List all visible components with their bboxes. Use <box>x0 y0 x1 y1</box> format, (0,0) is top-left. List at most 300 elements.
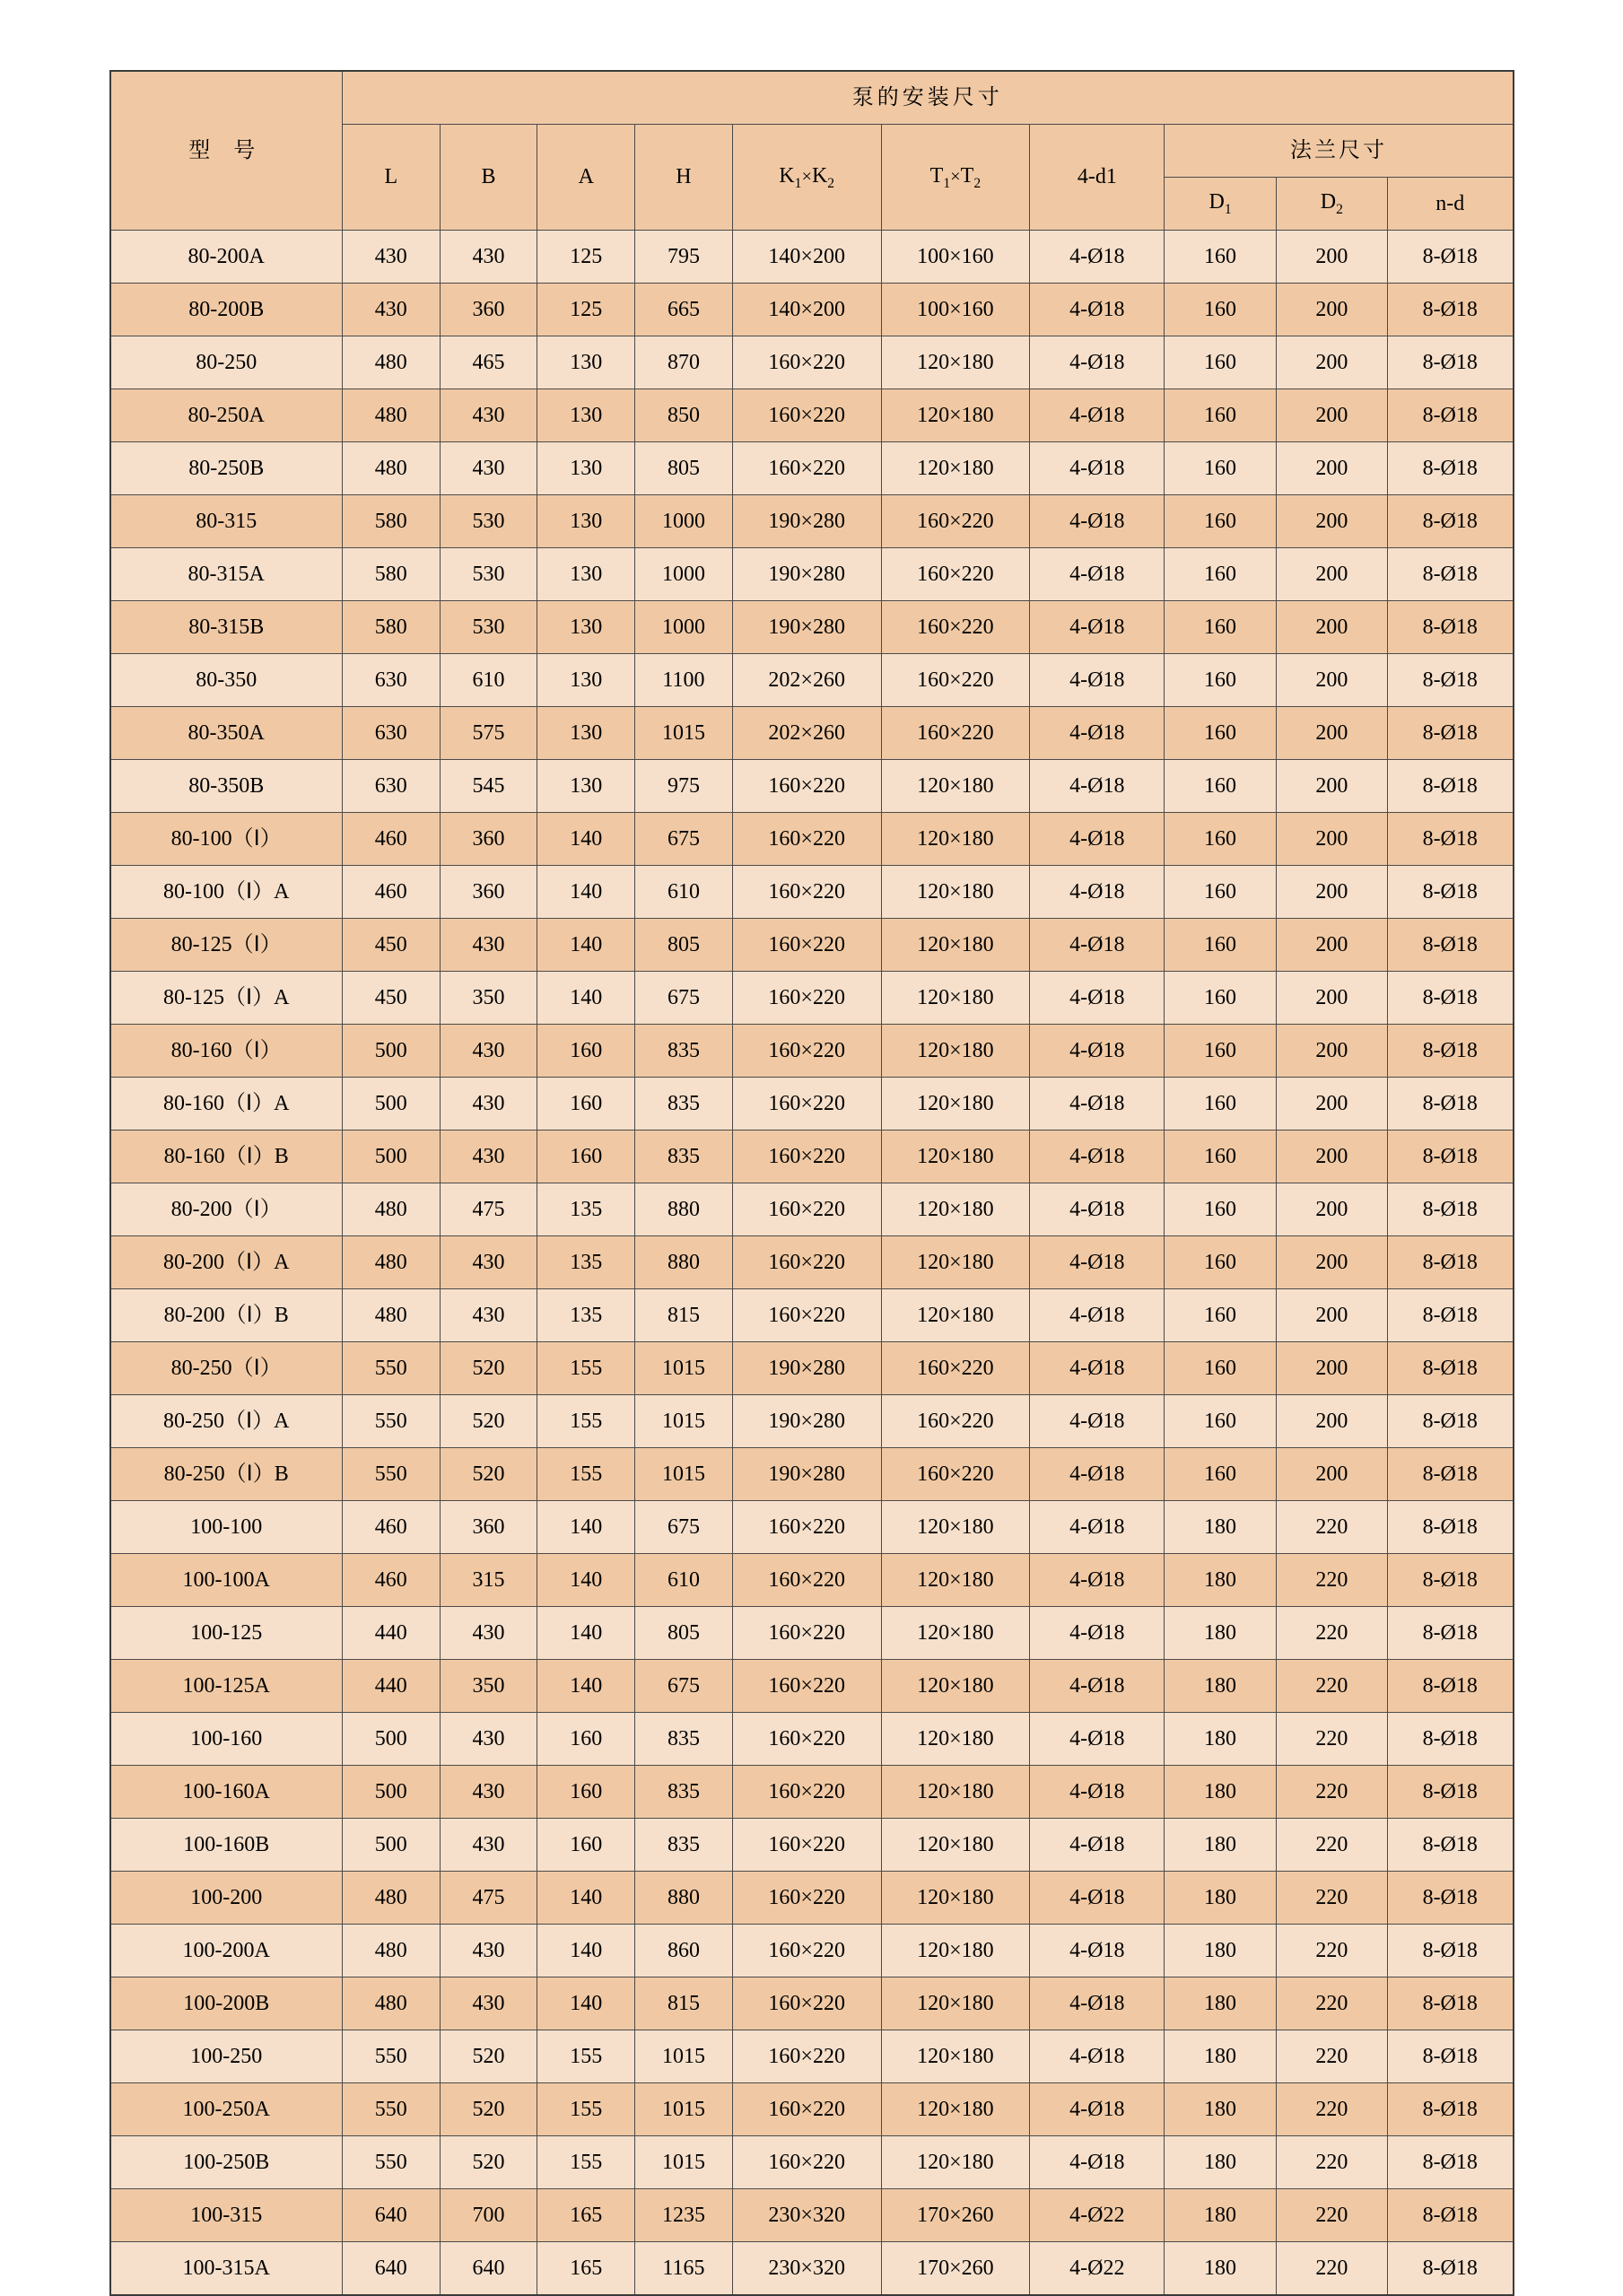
cell-4d1: 4-Ø18 <box>1030 2083 1165 2136</box>
cell-l: 480 <box>342 1236 440 1289</box>
cell-t1t2: 120×180 <box>881 972 1030 1025</box>
cell-l: 480 <box>342 1977 440 2030</box>
cell-nd: 8-Ø18 <box>1387 1713 1513 1766</box>
table-row <box>110 1183 1514 1236</box>
cell-k1k2: 160×220 <box>732 2083 881 2136</box>
cell-model: 80-315B <box>110 601 343 654</box>
cell-b: 430 <box>440 1713 537 1766</box>
cell-4d1: 4-Ø18 <box>1030 1660 1165 1713</box>
cell-4d1: 4-Ø18 <box>1030 548 1165 601</box>
cell-h: 805 <box>635 1607 733 1660</box>
cell-b: 465 <box>440 336 537 389</box>
cell-t1t2: 120×180 <box>881 1131 1030 1183</box>
cell-4d1: 4-Ø18 <box>1030 919 1165 972</box>
cell-a: 130 <box>537 601 635 654</box>
table-row <box>110 1660 1514 1713</box>
cell-a: 130 <box>537 548 635 601</box>
cell-nd: 8-Ø18 <box>1387 919 1513 972</box>
cell-h: 675 <box>635 1501 733 1554</box>
cell-b: 430 <box>440 1977 537 2030</box>
cell-b: 430 <box>440 1766 537 1819</box>
cell-l: 440 <box>342 1660 440 1713</box>
cell-d1: 160 <box>1165 1395 1276 1448</box>
cell-d2: 200 <box>1276 1078 1387 1131</box>
table-row <box>110 389 1514 442</box>
cell-4d1: 4-Ø18 <box>1030 1025 1165 1078</box>
cell-a: 155 <box>537 2136 635 2189</box>
cell-model: 80-200B <box>110 284 343 336</box>
cell-d1: 160 <box>1165 1131 1276 1183</box>
cell-d1: 160 <box>1165 389 1276 442</box>
cell-nd: 8-Ø18 <box>1387 2189 1513 2242</box>
cell-b: 545 <box>440 760 537 813</box>
cell-4d1: 4-Ø18 <box>1030 2030 1165 2083</box>
cell-d2: 200 <box>1276 654 1387 707</box>
cell-l: 480 <box>342 1289 440 1342</box>
cell-a: 130 <box>537 389 635 442</box>
cell-d1: 180 <box>1165 1501 1276 1554</box>
cell-d1: 160 <box>1165 1448 1276 1501</box>
cell-model: 80-100（Ⅰ）A <box>110 866 343 919</box>
cell-h: 1015 <box>635 1342 733 1395</box>
cell-l: 460 <box>342 1554 440 1607</box>
cell-4d1: 4-Ø18 <box>1030 284 1165 336</box>
cell-nd: 8-Ø18 <box>1387 1289 1513 1342</box>
column-header-a: A <box>537 125 635 231</box>
cell-4d1: 4-Ø18 <box>1030 1713 1165 1766</box>
cell-nd: 8-Ø18 <box>1387 2136 1513 2189</box>
column-header-nd: n-d <box>1387 178 1513 231</box>
cell-k1k2: 160×220 <box>732 1501 881 1554</box>
cell-a: 165 <box>537 2189 635 2242</box>
cell-nd: 8-Ø18 <box>1387 1501 1513 1554</box>
cell-d1: 180 <box>1165 1872 1276 1925</box>
cell-model: 100-315 <box>110 2189 343 2242</box>
table-row <box>110 1977 1514 2030</box>
cell-d2: 220 <box>1276 2030 1387 2083</box>
cell-a: 135 <box>537 1236 635 1289</box>
cell-k1k2: 190×280 <box>732 1342 881 1395</box>
cell-d2: 200 <box>1276 389 1387 442</box>
cell-model: 100-125 <box>110 1607 343 1660</box>
cell-nd: 8-Ø18 <box>1387 1183 1513 1236</box>
table-row <box>110 1289 1514 1342</box>
cell-d2: 200 <box>1276 1342 1387 1395</box>
cell-t1t2: 170×260 <box>881 2189 1030 2242</box>
cell-nd: 8-Ø18 <box>1387 442 1513 495</box>
cell-l: 480 <box>342 336 440 389</box>
cell-b: 430 <box>440 1289 537 1342</box>
table-row <box>110 442 1514 495</box>
cell-model: 100-100 <box>110 1501 343 1554</box>
cell-k1k2: 160×220 <box>732 1660 881 1713</box>
cell-model: 100-250B <box>110 2136 343 2189</box>
cell-4d1: 4-Ø18 <box>1030 442 1165 495</box>
cell-a: 155 <box>537 2030 635 2083</box>
cell-l: 440 <box>342 1607 440 1660</box>
table-row <box>110 2242 1514 2296</box>
column-header-4d1: 4-d1 <box>1030 125 1165 231</box>
cell-model: 80-350A <box>110 707 343 760</box>
table-row <box>110 760 1514 813</box>
cell-a: 160 <box>537 1131 635 1183</box>
cell-b: 430 <box>440 1819 537 1872</box>
cell-d2: 200 <box>1276 1131 1387 1183</box>
cell-h: 835 <box>635 1078 733 1131</box>
cell-4d1: 4-Ø18 <box>1030 1131 1165 1183</box>
cell-l: 550 <box>342 1342 440 1395</box>
column-header-d2: $D_2$ <box>1276 178 1387 231</box>
cell-b: 530 <box>440 495 537 548</box>
cell-nd: 8-Ø18 <box>1387 336 1513 389</box>
cell-k1k2: 160×220 <box>732 1819 881 1872</box>
cell-l: 480 <box>342 1872 440 1925</box>
cell-4d1: 4-Ø18 <box>1030 1607 1165 1660</box>
table-row <box>110 1395 1514 1448</box>
cell-t1t2: 120×180 <box>881 1713 1030 1766</box>
cell-nd: 8-Ø18 <box>1387 707 1513 760</box>
cell-l: 450 <box>342 972 440 1025</box>
cell-d2: 200 <box>1276 336 1387 389</box>
cell-d1: 160 <box>1165 707 1276 760</box>
cell-model: 80-125（Ⅰ） <box>110 919 343 972</box>
cell-l: 430 <box>342 284 440 336</box>
cell-l: 550 <box>342 2083 440 2136</box>
cell-d2: 200 <box>1276 707 1387 760</box>
cell-t1t2: 120×180 <box>881 442 1030 495</box>
cell-t1t2: 120×180 <box>881 1236 1030 1289</box>
cell-a: 125 <box>537 231 635 284</box>
cell-nd: 8-Ø18 <box>1387 284 1513 336</box>
cell-t1t2: 120×180 <box>881 813 1030 866</box>
cell-d2: 200 <box>1276 231 1387 284</box>
cell-h: 815 <box>635 1289 733 1342</box>
cell-t1t2: 120×180 <box>881 1289 1030 1342</box>
column-header-b: B <box>440 125 537 231</box>
cell-a: 140 <box>537 1977 635 2030</box>
cell-d2: 200 <box>1276 1236 1387 1289</box>
cell-l: 500 <box>342 1131 440 1183</box>
cell-d2: 200 <box>1276 1448 1387 1501</box>
cell-h: 805 <box>635 919 733 972</box>
cell-l: 500 <box>342 1713 440 1766</box>
cell-k1k2: 190×280 <box>732 548 881 601</box>
cell-b: 430 <box>440 1025 537 1078</box>
cell-4d1: 4-Ø18 <box>1030 707 1165 760</box>
cell-l: 580 <box>342 548 440 601</box>
cell-t1t2: 120×180 <box>881 1925 1030 1977</box>
cell-d1: 160 <box>1165 284 1276 336</box>
cell-k1k2: 160×220 <box>732 1872 881 1925</box>
cell-d1: 160 <box>1165 1025 1276 1078</box>
cell-t1t2: 100×160 <box>881 231 1030 284</box>
cell-b: 430 <box>440 1236 537 1289</box>
cell-t1t2: 120×180 <box>881 1660 1030 1713</box>
cell-h: 880 <box>635 1183 733 1236</box>
cell-t1t2: 120×180 <box>881 2083 1030 2136</box>
cell-k1k2: 140×200 <box>732 284 881 336</box>
cell-k1k2: 202×260 <box>732 654 881 707</box>
table-row <box>110 1501 1514 1554</box>
cell-t1t2: 120×180 <box>881 1819 1030 1872</box>
cell-b: 520 <box>440 1395 537 1448</box>
cell-4d1: 4-Ø18 <box>1030 972 1165 1025</box>
cell-4d1: 4-Ø18 <box>1030 336 1165 389</box>
column-header-model: 型 号 <box>110 71 343 231</box>
cell-model: 80-200（Ⅰ）B <box>110 1289 343 1342</box>
cell-4d1: 4-Ø18 <box>1030 1501 1165 1554</box>
cell-l: 480 <box>342 442 440 495</box>
cell-4d1: 4-Ø18 <box>1030 866 1165 919</box>
cell-d1: 180 <box>1165 2189 1276 2242</box>
cell-nd: 8-Ø18 <box>1387 1448 1513 1501</box>
cell-b: 575 <box>440 707 537 760</box>
cell-a: 140 <box>537 813 635 866</box>
cell-h: 1235 <box>635 2189 733 2242</box>
cell-h: 880 <box>635 1236 733 1289</box>
cell-t1t2: 120×180 <box>881 2030 1030 2083</box>
cell-a: 140 <box>537 1872 635 1925</box>
header-row-title <box>110 71 1514 125</box>
cell-d2: 200 <box>1276 760 1387 813</box>
cell-model: 100-200B <box>110 1977 343 2030</box>
cell-a: 140 <box>537 1660 635 1713</box>
cell-d1: 160 <box>1165 442 1276 495</box>
column-header-d1: $D_1$ <box>1165 178 1276 231</box>
cell-t1t2: 160×220 <box>881 1342 1030 1395</box>
cell-k1k2: 160×220 <box>732 1131 881 1183</box>
cell-4d1: 4-Ø18 <box>1030 760 1165 813</box>
cell-k1k2: 230×320 <box>732 2189 881 2242</box>
cell-l: 460 <box>342 813 440 866</box>
cell-l: 450 <box>342 919 440 972</box>
cell-d1: 160 <box>1165 654 1276 707</box>
cell-t1t2: 160×220 <box>881 495 1030 548</box>
cell-4d1: 4-Ø18 <box>1030 1819 1165 1872</box>
cell-t1t2: 160×220 <box>881 654 1030 707</box>
cell-d2: 200 <box>1276 972 1387 1025</box>
cell-model: 80-250 <box>110 336 343 389</box>
cell-d2: 200 <box>1276 1289 1387 1342</box>
cell-k1k2: 160×220 <box>732 2136 881 2189</box>
cell-h: 1165 <box>635 2242 733 2296</box>
cell-a: 155 <box>537 1342 635 1395</box>
cell-nd: 8-Ø18 <box>1387 1395 1513 1448</box>
cell-h: 1000 <box>635 601 733 654</box>
cell-k1k2: 230×320 <box>732 2242 881 2296</box>
cell-d2: 220 <box>1276 2136 1387 2189</box>
cell-d2: 220 <box>1276 1713 1387 1766</box>
cell-b: 360 <box>440 1501 537 1554</box>
cell-l: 550 <box>342 1448 440 1501</box>
cell-model: 80-160（Ⅰ） <box>110 1025 343 1078</box>
table-row <box>110 231 1514 284</box>
cell-4d1: 4-Ø18 <box>1030 1554 1165 1607</box>
cell-nd: 8-Ø18 <box>1387 1131 1513 1183</box>
cell-nd: 8-Ø18 <box>1387 1819 1513 1872</box>
cell-nd: 8-Ø18 <box>1387 548 1513 601</box>
cell-t1t2: 160×220 <box>881 707 1030 760</box>
cell-d2: 220 <box>1276 1554 1387 1607</box>
cell-h: 610 <box>635 1554 733 1607</box>
cell-t1t2: 120×180 <box>881 1025 1030 1078</box>
cell-a: 140 <box>537 1554 635 1607</box>
cell-4d1: 4-Ø18 <box>1030 495 1165 548</box>
cell-a: 160 <box>537 1766 635 1819</box>
cell-nd: 8-Ø18 <box>1387 1236 1513 1289</box>
cell-d2: 220 <box>1276 1660 1387 1713</box>
cell-model: 80-350 <box>110 654 343 707</box>
cell-k1k2: 160×220 <box>732 1554 881 1607</box>
cell-a: 155 <box>537 1448 635 1501</box>
cell-b: 520 <box>440 2136 537 2189</box>
cell-4d1: 4-Ø18 <box>1030 1078 1165 1131</box>
cell-d2: 220 <box>1276 2242 1387 2296</box>
cell-d1: 180 <box>1165 1554 1276 1607</box>
cell-a: 155 <box>537 2083 635 2136</box>
cell-nd: 8-Ø18 <box>1387 2083 1513 2136</box>
cell-k1k2: 160×220 <box>732 1289 881 1342</box>
cell-4d1: 4-Ø18 <box>1030 654 1165 707</box>
table-row <box>110 1819 1514 1872</box>
column-header-h: H <box>635 125 733 231</box>
cell-t1t2: 160×220 <box>881 1448 1030 1501</box>
cell-nd: 8-Ø18 <box>1387 1607 1513 1660</box>
cell-4d1: 4-Ø22 <box>1030 2242 1165 2296</box>
cell-b: 430 <box>440 389 537 442</box>
cell-nd: 8-Ø18 <box>1387 495 1513 548</box>
cell-nd: 8-Ø18 <box>1387 1078 1513 1131</box>
table-row <box>110 1342 1514 1395</box>
table-row <box>110 2136 1514 2189</box>
cell-l: 630 <box>342 707 440 760</box>
table-row <box>110 972 1514 1025</box>
cell-t1t2: 170×260 <box>881 2242 1030 2296</box>
table-row <box>110 866 1514 919</box>
cell-k1k2: 160×220 <box>732 1183 881 1236</box>
cell-d2: 220 <box>1276 1977 1387 2030</box>
cell-k1k2: 160×220 <box>732 389 881 442</box>
cell-model: 80-350B <box>110 760 343 813</box>
cell-a: 160 <box>537 1078 635 1131</box>
cell-k1k2: 190×280 <box>732 1395 881 1448</box>
cell-b: 610 <box>440 654 537 707</box>
cell-4d1: 4-Ø18 <box>1030 1977 1165 2030</box>
cell-h: 835 <box>635 1766 733 1819</box>
cell-d1: 180 <box>1165 1607 1276 1660</box>
cell-d1: 160 <box>1165 1289 1276 1342</box>
cell-h: 835 <box>635 1131 733 1183</box>
cell-l: 430 <box>342 231 440 284</box>
cell-l: 500 <box>342 1819 440 1872</box>
cell-model: 80-125（Ⅰ）A <box>110 972 343 1025</box>
cell-d1: 160 <box>1165 1183 1276 1236</box>
cell-4d1: 4-Ø18 <box>1030 231 1165 284</box>
cell-t1t2: 120×180 <box>881 1501 1030 1554</box>
cell-4d1: 4-Ø18 <box>1030 1766 1165 1819</box>
cell-k1k2: 160×220 <box>732 760 881 813</box>
cell-nd: 8-Ø18 <box>1387 1925 1513 1977</box>
cell-a: 140 <box>537 866 635 919</box>
cell-h: 1015 <box>635 2136 733 2189</box>
cell-d2: 200 <box>1276 495 1387 548</box>
cell-b: 360 <box>440 284 537 336</box>
cell-model: 80-200A <box>110 231 343 284</box>
cell-4d1: 4-Ø22 <box>1030 2189 1165 2242</box>
cell-d2: 200 <box>1276 284 1387 336</box>
cell-model: 80-250（Ⅰ）A <box>110 1395 343 1448</box>
cell-d1: 160 <box>1165 336 1276 389</box>
column-header-t1t2: $T_1\times T_2$ <box>881 125 1030 231</box>
table-row <box>110 1554 1514 1607</box>
cell-b: 315 <box>440 1554 537 1607</box>
cell-b: 430 <box>440 442 537 495</box>
cell-h: 1015 <box>635 1395 733 1448</box>
cell-model: 80-160（Ⅰ）A <box>110 1078 343 1131</box>
cell-d2: 200 <box>1276 601 1387 654</box>
cell-k1k2: 160×220 <box>732 1766 881 1819</box>
cell-d1: 160 <box>1165 760 1276 813</box>
cell-nd: 8-Ø18 <box>1387 1342 1513 1395</box>
table-row <box>110 2189 1514 2242</box>
table-row <box>110 1766 1514 1819</box>
cell-nd: 8-Ø18 <box>1387 1977 1513 2030</box>
cell-l: 550 <box>342 2030 440 2083</box>
cell-t1t2: 120×180 <box>881 336 1030 389</box>
cell-4d1: 4-Ø18 <box>1030 2136 1165 2189</box>
cell-d1: 180 <box>1165 2136 1276 2189</box>
cell-4d1: 4-Ø18 <box>1030 1925 1165 1977</box>
cell-d1: 160 <box>1165 231 1276 284</box>
cell-model: 80-250B <box>110 442 343 495</box>
cell-d1: 160 <box>1165 601 1276 654</box>
cell-a: 130 <box>537 707 635 760</box>
table-row <box>110 2083 1514 2136</box>
cell-model: 100-125A <box>110 1660 343 1713</box>
cell-l: 500 <box>342 1766 440 1819</box>
cell-model: 100-250 <box>110 2030 343 2083</box>
cell-d1: 180 <box>1165 1713 1276 1766</box>
cell-d1: 180 <box>1165 1925 1276 1977</box>
cell-d1: 180 <box>1165 2083 1276 2136</box>
cell-t1t2: 120×180 <box>881 1977 1030 2030</box>
table-row <box>110 813 1514 866</box>
cell-h: 835 <box>635 1713 733 1766</box>
table-row <box>110 1925 1514 1977</box>
cell-a: 160 <box>537 1819 635 1872</box>
cell-d1: 160 <box>1165 813 1276 866</box>
cell-nd: 8-Ø18 <box>1387 1766 1513 1819</box>
cell-l: 480 <box>342 389 440 442</box>
cell-model: 100-315A <box>110 2242 343 2296</box>
cell-t1t2: 100×160 <box>881 284 1030 336</box>
cell-4d1: 4-Ø18 <box>1030 1395 1165 1448</box>
cell-4d1: 4-Ø18 <box>1030 1236 1165 1289</box>
cell-model: 100-200A <box>110 1925 343 1977</box>
cell-a: 140 <box>537 919 635 972</box>
cell-d2: 200 <box>1276 548 1387 601</box>
cell-b: 475 <box>440 1872 537 1925</box>
cell-d2: 220 <box>1276 1501 1387 1554</box>
cell-d2: 200 <box>1276 1395 1387 1448</box>
cell-k1k2: 160×220 <box>732 919 881 972</box>
cell-d2: 220 <box>1276 1819 1387 1872</box>
cell-l: 640 <box>342 2242 440 2296</box>
cell-4d1: 4-Ø18 <box>1030 1342 1165 1395</box>
cell-d1: 160 <box>1165 972 1276 1025</box>
table-body <box>110 231 1514 2296</box>
cell-b: 360 <box>440 866 537 919</box>
